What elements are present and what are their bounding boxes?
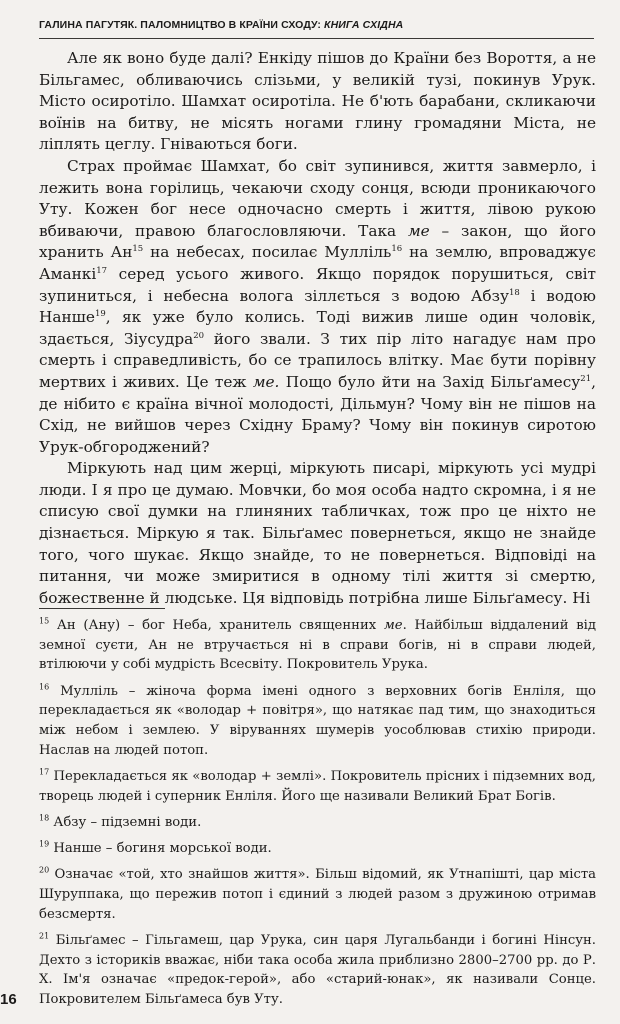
paragraph-3: Міркують над цим жерці, міркують писарі, міркують усі мудрі люди. І я про це думаю. Мовчки, бо моя особа надто скромна, і я не списую свої думки на глиняних табличках, тож про це ніхто не дізнається. Міркую я так. Більґамес повернеться, якщо не знайде того, чого шукає. Якщо знайде, то не повернеться. Відповіді на питання, чи може змиритися в одному тілі життя зі смертю, божественне й людське. Ця відповідь потрібна лише Більґамесу. Ні [39,459,596,607]
running-header [39,16,594,39]
footnote-ref-18[interactable]: 18 [508,287,520,298]
term-me: ме [407,221,430,240]
paragraph-2: Страх проймає Шамхат, бо світ зупинився, життя завмерло, і лежить вона горілиць, чекаючи сходу сонця, всюди проникаючого Уту. Кожен бог несе одночасно смерть і життя, лівою рукою вбиваючи, правою благословляючи. Така ме – закон, що його хранить $Ан^{15}$ на небесах, посилає Мулліль$^{16}$ на землю, впроваджує Аманкі$^{17}$ серед усього живого. Якщо порядок порушиться, світ зупиниться, і небесна волога зіллється з водою Абзу$^{18}$ і водою Нанше$^{19}$, як уже було колись. Тоді вижив лише один чоловік, здається, Зіусудра$^{20}$ його звали. З тих пір літо нагадує нам про смерть і справедливість, бо се трапилось влітку. Має бути порівну мертвих і живих. Це теж ме. Пощо було йти на Захід Більґамесу$^{21}$, де нібито є країна вічної молодості, Дільмун? Чому він не пішов на Схід, не вийшов через Східну Браму? Чому він покинув сиротою Урук-обгороджений? [39,156,596,456]
footnote-ref-15[interactable]: 15 [132,244,144,255]
footnote-15: $^{15}$ Ан (Ану) – бог Неба, хранитель священних ме. Найбільш віддалений від земної суєти, Ан не втручається ні в справи богів, ні в справи людей, втілюючи у собі мудрість Всесвіту. Покровитель Урука. [39,616,597,673]
page-number: 16 [0,991,17,1008]
term-me: ме. [252,372,280,391]
footnote-ref-19[interactable]: 19 [94,309,106,320]
header-subtitle: КНИГА СХІДНА [324,19,404,31]
footnote-17: $^{17}$ Перекладається як «володар + землі». Покровитель прісних і підземних вод, творець людей і суперник Енліля. Його ще називали Великий Брат Богів. [39,767,596,804]
footnote-ref-16[interactable]: 16 [391,244,403,255]
footnote-18: $^{18}$ Абзу – підземні води. [39,813,202,830]
footnote-16: $^{16}$ Мулліль – жіноча форма імені одного з верховних богів Енліля, що перекладається як «володар + повітря», що натякає пад тим, що знаходиться між небом і землею. У віруваннях шумерів уособлював стихію природи. Наслав на людей потоп. [39,682,596,758]
footnotes [39,616,596,1016]
main-text [39,48,596,609]
header-title: ПАЛОМНИЦТВО В КРАЇНИ СХОДУ: [140,19,321,31]
footnote-21: $^{21}$ Більґамес – Гільгамеш, цар Урука, син царя Лугальбанди і богині Нінсун. Дехто з істориків вважає, ніби така особа жила приблизно 2800–2700 рр. до Р. Х. Ім'я означає «предок-герой», або «старий-юнак», як називали Сонце. Покровителем Більґамеса був Уту. [39,931,596,1007]
header-author: ГАЛИНА ПАГУТЯК. [39,19,138,31]
footnote-19: $^{19}$ Нанше – богиня морської води. [39,839,272,857]
footnote-ref-20[interactable]: 20 [193,330,205,341]
footnote-ref-17[interactable]: 17 [96,265,108,276]
paragraph-1: Але як воно буде далі? Енкіду пішов до Країни без Вороття, а не Більгамес, обливаючись слізьми, у великій тузі, покинув Урук. Місто осиротіло. Шамхат осиротіла. Не б'ють барабани, скликаючи воїнів на битву, не місять ногами глину громадяни Міста, не ліплять цеглу. Гніваються боги. [39,49,596,154]
footnote-ref-21[interactable]: 21 [580,373,592,384]
footnote-divider [39,608,165,609]
footnote-20: $^{20}$ Означає «той, хто знайшов життя». Більш відомий, як Утнапішті, цар міста Шуруппака, що пережив потоп і єдиний з людей разом з дружиною отримав безсмертя. [39,865,596,922]
